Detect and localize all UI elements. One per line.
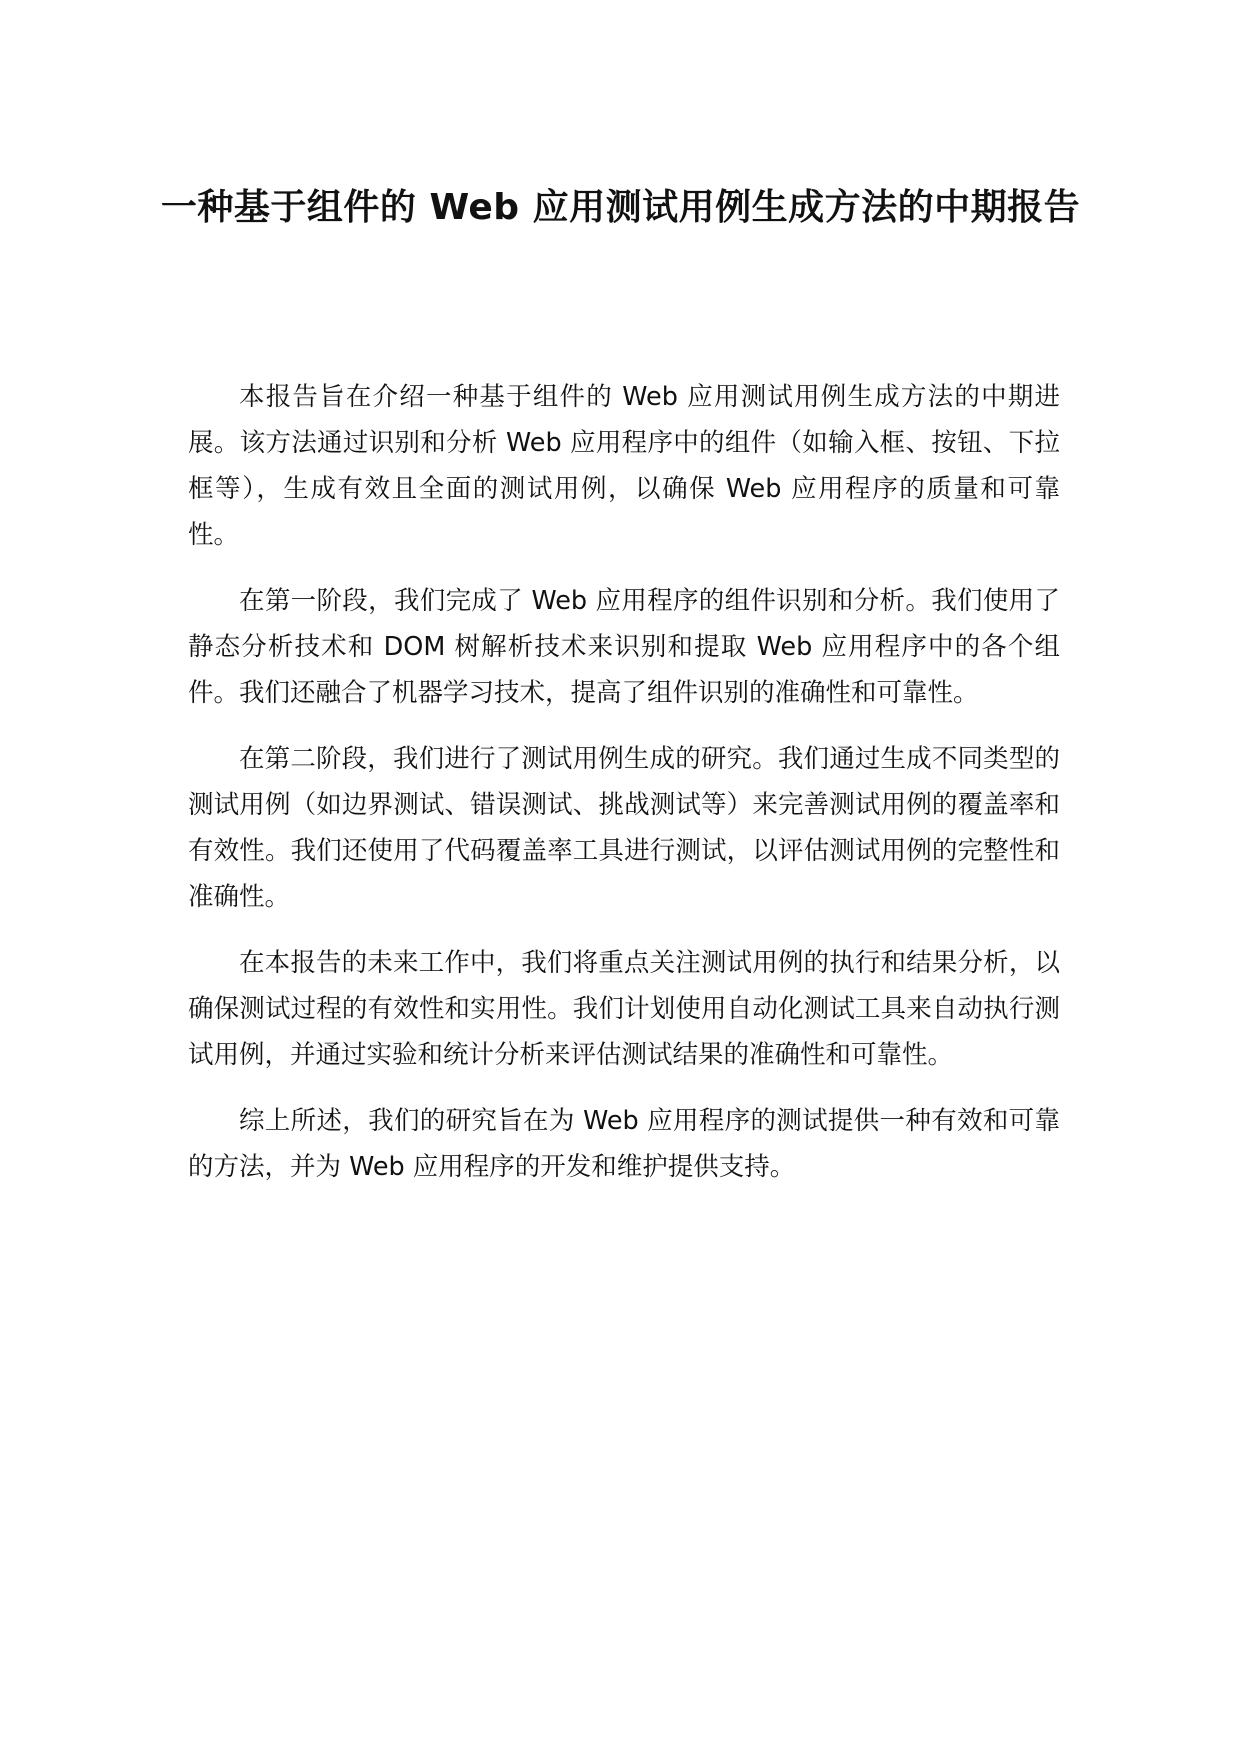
- paragraph-phase-one: 在第一阶段，我们完成了 Web 应用程序的组件识别和分析。我们使用了静态分析技术和 DOM 树解析技术来识别和提取 Web 应用程序中的各个组件。我们还融合了机器学习技术，提高了组件识别的准确性和可靠性。: [188, 586, 1060, 708]
- paragraph-phase-two: 在第二阶段，我们进行了测试用例生成的研究。我们通过生成不同类型的测试用例（如边界测试、错误测试、挑战测试等）来完善测试用例的覆盖率和有效性。我们还使用了代码覆盖率工具进行测试，以评估测试用例的完整性和准确性。: [188, 744, 1060, 912]
- paragraph-future-work: 在本报告的未来工作中，我们将重点关注测试用例的执行和结果分析，以确保测试过程的有效性和实用性。我们计划使用自动化测试工具来自动执行测试用例，并通过实验和统计分析来评估测试结果的准确性和可靠性。: [188, 948, 1060, 1070]
- paragraph-intro: 本报告旨在介绍一种基于组件的 Web 应用测试用例生成方法的中期进展。该方法通过识别和分析 Web 应用程序中的组件（如输入框、按钮、下拉框等），生成有效且全面的测试用例，以确保 Web 应用程序的质量和可靠性。: [188, 382, 1060, 550]
- paragraph-summary: 综上所述，我们的研究旨在为 Web 应用程序的测试提供一种有效和可靠的方法，并为 Web 应用程序的开发和维护提供支持。: [188, 1106, 1060, 1182]
- document-title: 一种基于组件的 Web 应用测试用例生成方法的中期报告: [160, 187, 1081, 228]
- document-body: [188, 374, 1060, 1210]
